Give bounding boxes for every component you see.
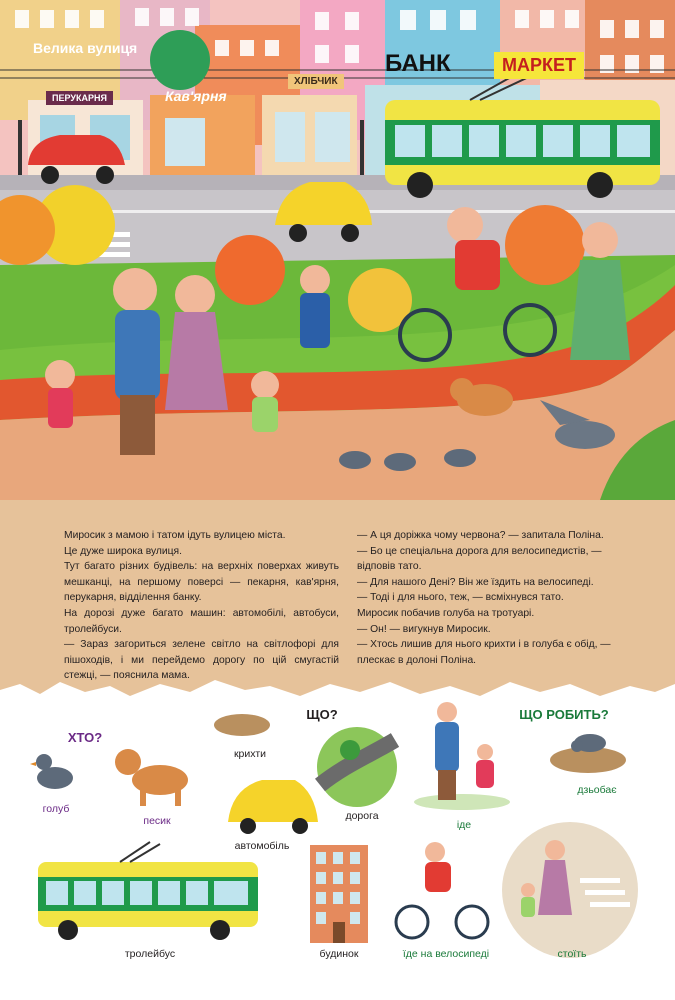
story-column-left <box>64 528 339 684</box>
crumbs-picture <box>214 714 270 736</box>
story-paragraph: Тут багато різних будівель: на верхніх поверхах живуть мешканці, на першому поверсі — пекарня, кав'ярня, перукарня, відділення банку. <box>64 561 339 604</box>
heading-who: ХТО? <box>67 730 103 745</box>
label-standing: стоїть <box>557 948 587 960</box>
label-dog: песик <box>143 815 171 827</box>
story-paragraph: Миросик з мамою і татом ідуть вулицею міста. <box>64 530 286 541</box>
standing-picture <box>502 822 638 958</box>
story-paragraph: Це дуже широка вулиця. <box>64 545 182 557</box>
label-crumbs: крихти <box>233 748 267 760</box>
story-paragraph: — Бо це спеціальна дорога для велосипедистів, — відповів тато. <box>357 545 602 573</box>
heading-doing: ЩО РОБИТЬ? <box>519 707 609 722</box>
label-car: автомобіль <box>234 840 290 852</box>
sign-bakery: ХЛІБЧИК <box>288 74 344 89</box>
label-cycling: їде на велосипеді <box>402 948 490 960</box>
label-pigeon: голуб <box>42 803 70 815</box>
heading-what: ЩО? <box>306 707 338 722</box>
road-picture <box>317 727 397 807</box>
sign-market: МАРКЕТ <box>494 52 584 79</box>
story-paragraph: — Для нашого Дені? Він же їздить на велосипеді. <box>357 576 594 588</box>
sign-barbershop: ПЕРУКАРНЯ <box>46 91 113 105</box>
sign-bank: БАНК <box>385 50 451 77</box>
building-picture <box>310 845 368 943</box>
dog-picture <box>115 749 188 806</box>
story-paragraph: — Хтось лишив для нього крихти і в голуба є обід, — плескає в долоні Поліна. <box>357 639 611 666</box>
label-trolleybus: тролейбус <box>124 948 176 960</box>
sign-cafe: Кав'ярня <box>165 88 227 104</box>
story-paragraph: — Тоді і для нього, теж, — всміхнувся тато. <box>357 592 564 604</box>
story-paragraph: — А ця доріжка чому червона? — запитала Поліна. <box>357 530 604 541</box>
walking-picture <box>414 702 510 810</box>
car-picture <box>228 780 318 834</box>
scene-title: Велика вулиця <box>33 40 138 56</box>
story-paragraph: — Он! — вигукнув Миросик. <box>357 623 491 635</box>
story-paragraph: На дорозі дуже багато машин: автомобілі, автобуси, тролейбуси. <box>64 607 339 635</box>
pigeon-picture <box>30 754 73 789</box>
label-building: будинок <box>319 948 359 960</box>
label-walking: іде <box>456 819 472 831</box>
label-road: дорога <box>345 810 379 822</box>
pecking-picture <box>550 734 626 773</box>
story-paragraph: — Зараз загориться зелене світло на світлофорі для пішоходів, і ми перейдемо дорогу по цій смугастій стежці, — пояснила мама. <box>64 639 339 682</box>
cycling-picture <box>396 842 488 938</box>
story-paragraph: Миросик побачив голуба на тротуарі. <box>357 607 535 619</box>
story-column-right <box>357 528 619 668</box>
trolleybus-picture <box>38 842 258 940</box>
label-pecking: дзьобає <box>577 784 617 796</box>
